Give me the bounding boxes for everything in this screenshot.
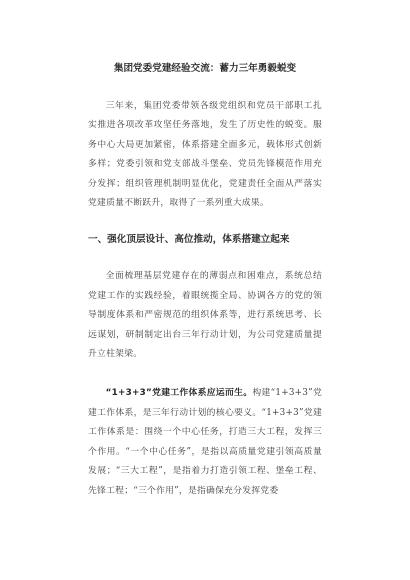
intro-paragraph: 三年来，集团党委带领各级党组织和党员干部职工扎实推进各项改革攻坚任务落地，发生了历史性的蜕变。服务中心大局更加紧密，体系搭建全面多元，载体形式创新多样；党委引领和党支部战斗堡垒、党员先锋模范作用充分发挥；组织管理机制明显优化，党建责任全面从严落实党建质量不断跃升，取得了一系列重大成果。 — [88, 101, 322, 209]
paragraph-body: 构建“1+3+3”党建工作体系，是三年行动计划的核心要义。“1+3+3”党建工作体系是：围绕一个中心任务，打造三大工程，发挥三个作用。“一个中心任务”，是指以高质量党建引领高质量发展；“三大工程”，是指着力打造引领工程、堡垒工程、先锋工程；“三个作用”，是指确保充分发挥党委 — [88, 388, 323, 496]
system-paragraph — [88, 384, 322, 500]
paragraph-lead: “1+3+3”党建工作体系应运而生。 — [105, 388, 253, 399]
section-heading: 一、强化顶层设计、高位推动，体系搭建立起来 — [88, 234, 290, 246]
document-title: 集团党委党建经验交流：蓄力三年勇毅蜕变 — [113, 63, 297, 74]
section-paragraph: 全面梳理基层党建存在的薄弱点和困难点，系统总结党建工作的实践经验，着眼统揽全局、协调各方的党的领导制度体系和严密规范的组织体系等，进行系统思考、长远谋划，研制制定出台三年行动计划，为公司党建质量提升立柱架梁。 — [88, 271, 322, 360]
